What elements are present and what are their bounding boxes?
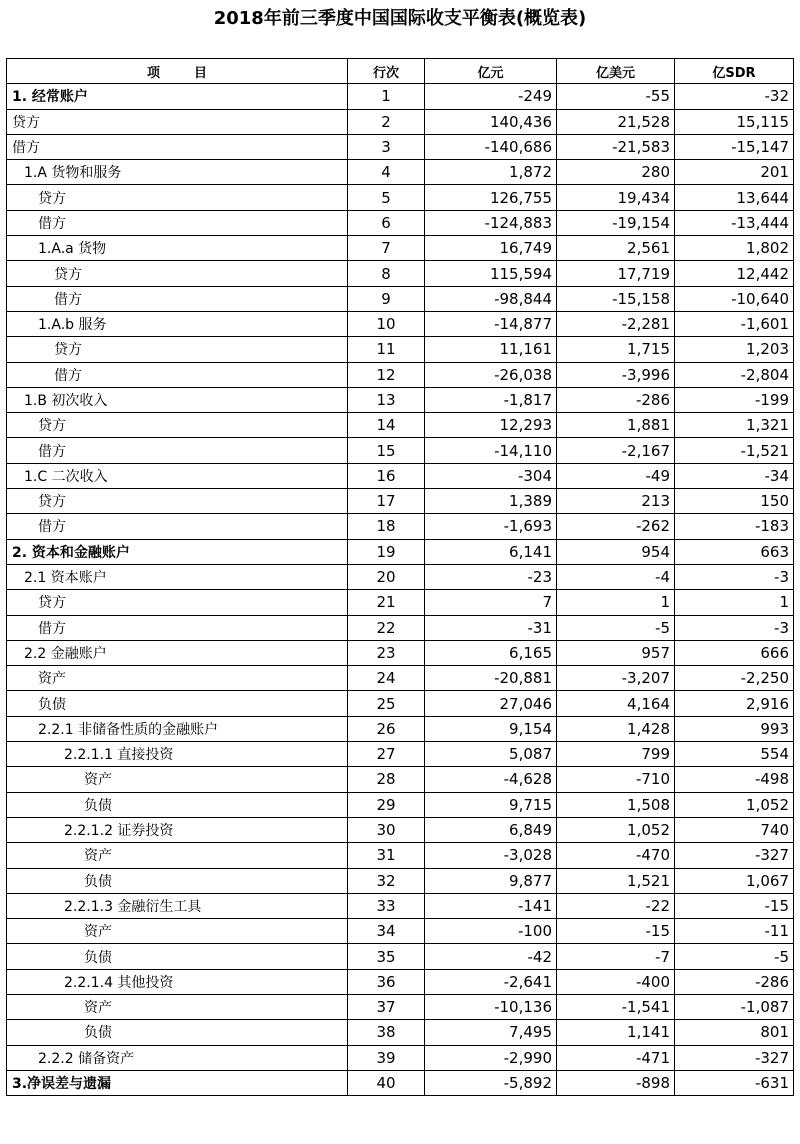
row-value-cny: 9,877 <box>425 868 557 893</box>
row-line-number: 15 <box>348 438 425 463</box>
row-value-sdr: -631 <box>675 1070 794 1095</box>
row-line-number: 35 <box>348 944 425 969</box>
row-line-number: 11 <box>348 337 425 362</box>
row-line-number: 2 <box>348 109 425 134</box>
row-value-cny: -26,038 <box>425 362 557 387</box>
row-line-number: 19 <box>348 539 425 564</box>
row-value-usd: 17,719 <box>557 261 675 286</box>
row-value-sdr: -1,521 <box>675 438 794 463</box>
row-label: 1.A.a 货物 <box>7 236 348 261</box>
row-line-number: 13 <box>348 387 425 412</box>
row-value-sdr: -13,444 <box>675 210 794 235</box>
row-value-sdr: 663 <box>675 539 794 564</box>
row-label: 2.1 资本账户 <box>7 564 348 589</box>
row-value-sdr: 15,115 <box>675 109 794 134</box>
row-value-sdr: -1,601 <box>675 311 794 336</box>
row-value-usd: -19,154 <box>557 210 675 235</box>
row-label: 借方 <box>7 286 348 311</box>
row-line-number: 12 <box>348 362 425 387</box>
table-row <box>7 1020 794 1045</box>
row-value-cny: -140,686 <box>425 134 557 159</box>
row-value-usd: 954 <box>557 539 675 564</box>
row-value-usd: -15,158 <box>557 286 675 311</box>
row-value-cny: -100 <box>425 919 557 944</box>
row-label: 借方 <box>7 438 348 463</box>
row-line-number: 27 <box>348 742 425 767</box>
row-line-number: 16 <box>348 463 425 488</box>
row-value-sdr: -327 <box>675 843 794 868</box>
row-line-number: 26 <box>348 716 425 741</box>
table-row <box>7 413 794 438</box>
row-line-number: 14 <box>348 413 425 438</box>
header-item <box>7 59 348 84</box>
row-value-usd: 1,521 <box>557 868 675 893</box>
row-label: 借方 <box>7 134 348 159</box>
table-row <box>7 767 794 792</box>
table-row <box>7 742 794 767</box>
row-value-usd: 21,528 <box>557 109 675 134</box>
row-value-usd: 280 <box>557 160 675 185</box>
row-value-sdr: 801 <box>675 1020 794 1045</box>
row-value-cny: -98,844 <box>425 286 557 311</box>
row-value-cny: -4,628 <box>425 767 557 792</box>
header-sdr: 亿SDR <box>675 59 794 84</box>
row-value-usd: -2,281 <box>557 311 675 336</box>
row-line-number: 33 <box>348 893 425 918</box>
row-value-sdr: 1 <box>675 590 794 615</box>
table-row <box>7 640 794 665</box>
row-value-cny: 12,293 <box>425 413 557 438</box>
row-value-sdr: 993 <box>675 716 794 741</box>
row-label: 2. 资本和金融账户 <box>7 539 348 564</box>
row-value-sdr: -183 <box>675 514 794 539</box>
row-value-sdr: -34 <box>675 463 794 488</box>
row-label: 负债 <box>7 944 348 969</box>
row-value-cny: 27,046 <box>425 691 557 716</box>
row-label: 资产 <box>7 767 348 792</box>
table-row <box>7 337 794 362</box>
row-value-cny: 5,087 <box>425 742 557 767</box>
row-label: 资产 <box>7 994 348 1019</box>
row-value-sdr: 1,321 <box>675 413 794 438</box>
table-row <box>7 944 794 969</box>
row-label: 借方 <box>7 210 348 235</box>
row-value-usd: -15 <box>557 919 675 944</box>
row-label: 1.B 初次收入 <box>7 387 348 412</box>
row-value-sdr: 554 <box>675 742 794 767</box>
row-line-number: 31 <box>348 843 425 868</box>
table-row <box>7 438 794 463</box>
row-line-number: 38 <box>348 1020 425 1045</box>
row-label: 负债 <box>7 691 348 716</box>
table-row <box>7 463 794 488</box>
row-label: 借方 <box>7 514 348 539</box>
header-line: 行次 <box>348 59 425 84</box>
table-row <box>7 160 794 185</box>
row-label: 负债 <box>7 868 348 893</box>
row-value-cny: 9,154 <box>425 716 557 741</box>
row-value-cny: 1,389 <box>425 489 557 514</box>
row-line-number: 22 <box>348 615 425 640</box>
header-item-b: 目 <box>194 65 208 81</box>
row-value-usd: -21,583 <box>557 134 675 159</box>
row-value-cny: 7,495 <box>425 1020 557 1045</box>
row-value-cny: 6,849 <box>425 817 557 842</box>
row-line-number: 39 <box>348 1045 425 1070</box>
row-value-cny: -1,693 <box>425 514 557 539</box>
row-value-usd: -400 <box>557 969 675 994</box>
table-row <box>7 691 794 716</box>
row-value-sdr: 1,067 <box>675 868 794 893</box>
row-value-cny: -42 <box>425 944 557 969</box>
row-value-cny: -14,110 <box>425 438 557 463</box>
row-label: 负债 <box>7 1020 348 1045</box>
row-value-cny: -10,136 <box>425 994 557 1019</box>
row-line-number: 36 <box>348 969 425 994</box>
table-row <box>7 666 794 691</box>
table-row <box>7 514 794 539</box>
row-value-cny: -5,892 <box>425 1070 557 1095</box>
header-usd: 亿美元 <box>557 59 675 84</box>
row-value-usd: -3,207 <box>557 666 675 691</box>
row-line-number: 40 <box>348 1070 425 1095</box>
row-line-number: 23 <box>348 640 425 665</box>
row-value-usd: 2,561 <box>557 236 675 261</box>
table-row <box>7 969 794 994</box>
row-value-cny: -3,028 <box>425 843 557 868</box>
row-value-sdr: 1,203 <box>675 337 794 362</box>
table-row <box>7 792 794 817</box>
row-value-sdr: 2,916 <box>675 691 794 716</box>
row-label: 2.2.1.1 直接投资 <box>7 742 348 767</box>
table-row <box>7 489 794 514</box>
row-value-usd: -1,541 <box>557 994 675 1019</box>
row-line-number: 32 <box>348 868 425 893</box>
row-value-usd: -898 <box>557 1070 675 1095</box>
table-row <box>7 84 794 109</box>
row-value-usd: -286 <box>557 387 675 412</box>
row-value-cny: -20,881 <box>425 666 557 691</box>
row-label: 贷方 <box>7 261 348 286</box>
table-row <box>7 716 794 741</box>
row-line-number: 29 <box>348 792 425 817</box>
row-line-number: 18 <box>348 514 425 539</box>
table-row <box>7 994 794 1019</box>
row-label: 负债 <box>7 792 348 817</box>
row-value-usd: -4 <box>557 564 675 589</box>
row-label: 1.A.b 服务 <box>7 311 348 336</box>
row-value-sdr: 201 <box>675 160 794 185</box>
row-value-cny: 7 <box>425 590 557 615</box>
row-line-number: 10 <box>348 311 425 336</box>
row-label: 2.2.1 非储备性质的金融账户 <box>7 716 348 741</box>
row-line-number: 21 <box>348 590 425 615</box>
row-label: 2.2.1.2 证券投资 <box>7 817 348 842</box>
table-row <box>7 210 794 235</box>
row-value-sdr: 666 <box>675 640 794 665</box>
row-value-usd: 957 <box>557 640 675 665</box>
row-line-number: 8 <box>348 261 425 286</box>
row-value-cny: 16,749 <box>425 236 557 261</box>
row-value-sdr: -199 <box>675 387 794 412</box>
row-value-cny: -2,990 <box>425 1045 557 1070</box>
row-value-usd: -22 <box>557 893 675 918</box>
header-cny: 亿元 <box>425 59 557 84</box>
table-row <box>7 311 794 336</box>
row-value-cny: 115,594 <box>425 261 557 286</box>
row-value-sdr: 12,442 <box>675 261 794 286</box>
table-row <box>7 590 794 615</box>
row-value-sdr: 13,644 <box>675 185 794 210</box>
row-value-usd: 1 <box>557 590 675 615</box>
table-row <box>7 843 794 868</box>
row-value-sdr: 150 <box>675 489 794 514</box>
row-value-usd: -3,996 <box>557 362 675 387</box>
row-value-usd: -49 <box>557 463 675 488</box>
row-value-usd: -2,167 <box>557 438 675 463</box>
row-label: 1. 经常账户 <box>7 84 348 109</box>
row-value-cny: 6,165 <box>425 640 557 665</box>
table-row <box>7 1045 794 1070</box>
row-value-usd: 1,881 <box>557 413 675 438</box>
row-value-usd: 19,434 <box>557 185 675 210</box>
row-value-cny: -14,877 <box>425 311 557 336</box>
row-label: 2.2.1.4 其他投资 <box>7 969 348 994</box>
row-value-cny: -304 <box>425 463 557 488</box>
row-line-number: 25 <box>348 691 425 716</box>
row-label: 资产 <box>7 666 348 691</box>
bop-table <box>6 58 794 1096</box>
header-row <box>7 59 794 84</box>
row-line-number: 24 <box>348 666 425 691</box>
row-value-usd: 4,164 <box>557 691 675 716</box>
row-value-usd: -55 <box>557 84 675 109</box>
row-value-usd: 1,508 <box>557 792 675 817</box>
table-row <box>7 919 794 944</box>
row-label: 资产 <box>7 919 348 944</box>
row-value-usd: 1,141 <box>557 1020 675 1045</box>
row-line-number: 9 <box>348 286 425 311</box>
row-value-cny: -23 <box>425 564 557 589</box>
row-value-cny: 11,161 <box>425 337 557 362</box>
row-line-number: 7 <box>348 236 425 261</box>
row-value-cny: 1,872 <box>425 160 557 185</box>
row-value-sdr: -15 <box>675 893 794 918</box>
table-row <box>7 893 794 918</box>
row-label: 2.2 金融账户 <box>7 640 348 665</box>
row-value-usd: -710 <box>557 767 675 792</box>
row-value-sdr: -2,250 <box>675 666 794 691</box>
row-label: 借方 <box>7 362 348 387</box>
row-value-sdr: -1,087 <box>675 994 794 1019</box>
row-value-sdr: -15,147 <box>675 134 794 159</box>
row-line-number: 3 <box>348 134 425 159</box>
row-line-number: 28 <box>348 767 425 792</box>
row-value-usd: -471 <box>557 1045 675 1070</box>
table-row <box>7 868 794 893</box>
row-value-sdr: -286 <box>675 969 794 994</box>
row-value-cny: -249 <box>425 84 557 109</box>
table-row <box>7 134 794 159</box>
table-row <box>7 185 794 210</box>
table-row <box>7 615 794 640</box>
row-value-usd: 1,428 <box>557 716 675 741</box>
row-value-cny: 126,755 <box>425 185 557 210</box>
table-row <box>7 1070 794 1095</box>
row-label: 2.2.2 储备资产 <box>7 1045 348 1070</box>
row-value-usd: -470 <box>557 843 675 868</box>
row-line-number: 1 <box>348 84 425 109</box>
table-body <box>7 84 794 1096</box>
row-value-sdr: -327 <box>675 1045 794 1070</box>
row-line-number: 20 <box>348 564 425 589</box>
row-label: 贷方 <box>7 413 348 438</box>
row-label: 1.C 二次收入 <box>7 463 348 488</box>
row-value-sdr: -3 <box>675 615 794 640</box>
row-label: 借方 <box>7 615 348 640</box>
row-label: 2.2.1.3 金融衍生工具 <box>7 893 348 918</box>
page-title: 2018年前三季度中国国际收支平衡表(概览表) <box>213 8 587 29</box>
row-value-sdr: -5 <box>675 944 794 969</box>
row-label: 贷方 <box>7 109 348 134</box>
row-value-cny: -31 <box>425 615 557 640</box>
row-label: 资产 <box>7 843 348 868</box>
table-row <box>7 362 794 387</box>
row-label: 贷方 <box>7 337 348 362</box>
row-value-usd: -7 <box>557 944 675 969</box>
table-row <box>7 387 794 412</box>
row-line-number: 34 <box>348 919 425 944</box>
row-value-usd: -5 <box>557 615 675 640</box>
row-value-usd: -262 <box>557 514 675 539</box>
row-value-usd: 799 <box>557 742 675 767</box>
table-row <box>7 236 794 261</box>
row-value-sdr: -11 <box>675 919 794 944</box>
row-value-cny: -141 <box>425 893 557 918</box>
row-line-number: 30 <box>348 817 425 842</box>
row-label: 3.净误差与遗漏 <box>7 1070 348 1095</box>
row-value-cny: -1,817 <box>425 387 557 412</box>
row-value-cny: 9,715 <box>425 792 557 817</box>
header-item-a: 项 <box>146 65 160 81</box>
row-value-usd: 1,052 <box>557 817 675 842</box>
row-value-cny: 6,141 <box>425 539 557 564</box>
row-line-number: 17 <box>348 489 425 514</box>
row-value-sdr: -3 <box>675 564 794 589</box>
table-row <box>7 564 794 589</box>
table-row <box>7 109 794 134</box>
row-value-sdr: -2,804 <box>675 362 794 387</box>
row-value-sdr: -10,640 <box>675 286 794 311</box>
row-value-cny: -124,883 <box>425 210 557 235</box>
row-value-sdr: -32 <box>675 84 794 109</box>
table-row <box>7 817 794 842</box>
row-value-cny: 140,436 <box>425 109 557 134</box>
row-line-number: 6 <box>348 210 425 235</box>
row-line-number: 37 <box>348 994 425 1019</box>
row-value-usd: 213 <box>557 489 675 514</box>
row-value-sdr: 740 <box>675 817 794 842</box>
table-row <box>7 539 794 564</box>
row-label: 贷方 <box>7 185 348 210</box>
row-label: 贷方 <box>7 489 348 514</box>
row-value-sdr: 1,052 <box>675 792 794 817</box>
table-row <box>7 261 794 286</box>
table-row <box>7 286 794 311</box>
row-value-usd: 1,715 <box>557 337 675 362</box>
row-line-number: 4 <box>348 160 425 185</box>
row-value-sdr: -498 <box>675 767 794 792</box>
row-line-number: 5 <box>348 185 425 210</box>
row-value-cny: -2,641 <box>425 969 557 994</box>
row-label: 贷方 <box>7 590 348 615</box>
row-label: 1.A 货物和服务 <box>7 160 348 185</box>
row-value-sdr: 1,802 <box>675 236 794 261</box>
